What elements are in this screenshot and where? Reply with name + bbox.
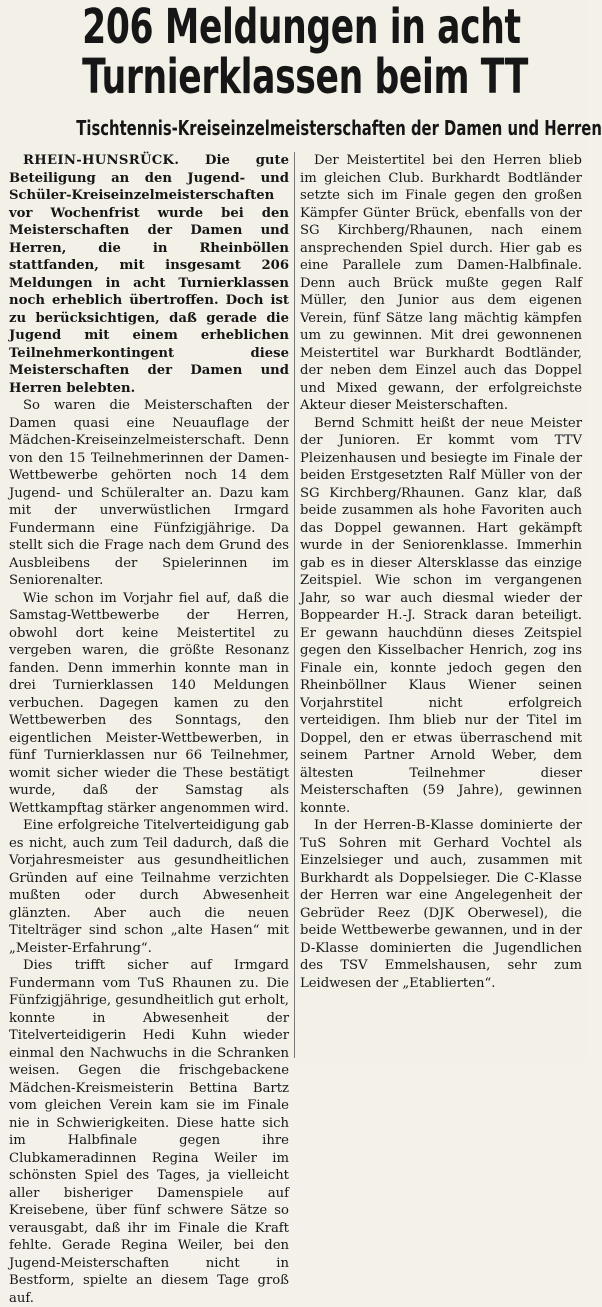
- paragraph: In der Herren-B-Klasse dominierte der TuS Sohren mit Gerhard Vochtel als Einzelsieger und auch, zusammen mit Burkhardt als Doppelsieger. Die C-Klasse der Herren war eine Angelegenheit der Gebrüder Reez (DJK Oberwesel), die beide Wettbewerbe gewannen, und in der D-Klasse dominierten die Jugendlichen des TSV Emmelshausen, sehr zum Leidwesen der „Etablierten“.: [300, 818, 582, 991]
- paragraph: Dies trifft sicher auf Irmgard Fundermann vom TuS Rhaunen zu. Die Fünfzigjährige, gesundheitlich gut erholt, konnte in Abwesenheit der Titelverteidigerin Hedi Kuhn wieder einmal den Nachwuchs in die Schranken weisen. Gegen die frischgebackene Mädchen-Kreismeisterin Bettina Bartz vom gleichen Verein kam sie im Finale nie in Schwierigkeiten. Diese hatte sich im Halbfinale gegen ihre Clubkameradinnen Regina Weiler im schönsten Spiel des Tages, ja vielleicht aller bisheriger Damenspiele auf Kreisebene, über fünf schwere Sätze so verausgabt, daß ihr im Finale die Kraft fehlte. Gerade Regina Weiler, bei den Jugend-Meisterschaften nicht in Bestform, spielte an diesem Tage groß auf.: [9, 958, 289, 1306]
- subheadline: Tischtennis-Kreiseinzelmeisterschaften der Damen und Herren: [76, 116, 602, 140]
- paragraph: Der Meistertitel bei den Herren blieb im gleichen Club. Burkhardt Bodtländer setzte sich im Finale gegen den großen Kämpfer Günter Brück, ebenfalls von der SG Kirchberg/Rhaunen, nach einem ansprechenden Spiel durch. Hier gab es eine Parallele zum Damen-Halbfinale. Denn auch Brück mußte gegen Ralf Müller, den Junior aus dem eigenen Verein, fünf Sätze lang mächtig kämpfen um zu gewinnen. Mit drei gewonnenen Meistertitel war Burkhardt Bodtländer, der neben dem Einzel auch das Doppel und Mixed gewann, der erfolgreichste Akteur dieser Meisterschaften.: [300, 153, 582, 413]
- paragraph: Bernd Schmitt heißt der neue Meister der Junioren. Er kommt vom TTV Pleizenhausen und besiegte im Finale der beiden Erstgesetzten Ralf Müller von der SG Kirchberg/Rhaunen. Ganz klar, daß beide zusammen als hohe Favoriten auch das Doppel gewannen. Hart gekämpft wurde in der Seniorenklasse. Immerhin gab es in dieser Altersklasse das einzige Zeitspiel. Wie schon im vergangenen Jahr, so war auch diesmal wieder der Boppearder H.-J. Strack daran beteiligt. Er gewann hauchdünn dieses Zeitspiel gegen den Kisselbacher Henrich, zog ins Finale ein, konnte jedoch gegen den Rheinböllner Klaus Wiener seinen Vorjahrstitel nicht erfolgreich verteidigen. Ihm blieb nur der Titel im Doppel, den er etwas überraschend mit seinem Partner Arnold Weber, dem ältesten Teilnehmer dieser Meisterschaften (59 Jahre), gewinnen konnte.: [300, 415, 582, 816]
- paragraph: Wie schon im Vorjahr fiel auf, daß die Samstag-Wettbewerbe der Herren, obwohl dort keine Meistertitel zu vergeben waren, die größte Resonanz fanden. Denn immerhin konnte man in drei Turnierklassen 140 Meldungen verbuchen. Dagegen kamen zu den Wettbewerben des Sonntags, den eigentlichen Meister-Wettbewerben, in fünf Turnierklassen nur 66 Teilnehmer, womit sicher wieder die These bestätigt wurde, daß der Samstag als Wettkampftag stärker angenommen wird.: [9, 590, 289, 816]
- right-column: [300, 152, 582, 1058]
- column-divider: [294, 152, 295, 1058]
- lead-paragraph: [9, 152, 289, 397]
- article-body: [0, 152, 587, 1306]
- paragraph: Eine erfolgreiche Titelverteidigung gab es nicht, auch zum Teil dadurch, daß die Vorjahresmeister aus gesundheitlichen Gründen auf eine Teilnahme verzichten mußten oder durch Abwesenheit glänzten. Aber auch die neuen Titelträger sind schon „alte Hasen“ mit „Meister-Erfahrung“.: [9, 818, 289, 956]
- left-column: [9, 152, 289, 1306]
- headline-line-1: 206 Meldungen in acht: [82, 0, 521, 55]
- paragraph: So waren die Meisterschaften der Damen quasi eine Neuauflage der Mädchen-Kreiseinzelmeisterschaft. Denn von den 15 Teilnehmerinnen der Damen-Wettbewerbe gehörten noch 14 dem Jugend- und Schüleralter an. Dazu kam mit der unverwüstlichen Irmgard Fundermann eine Fünfzigjährige. Da stellt sich die Frage nach dem Grund des Ausbleibens der Spielerinnen im Seniorenalter.: [9, 398, 289, 588]
- dateline: RHEIN-HUNSRÜCK.: [23, 153, 180, 168]
- lead-text: Die gute Beteiligung an den Jugend- und Schüler-Kreiseinzelmeisterschaften vor Wochenfrist wurde bei den Meisterschaften der Damen und Herren, die in Rheinböllen stattfanden, mit insgesamt 206 Meldungen in acht Turnierklassen noch erheblich übertroffen. Doch ist zu berücksichtigen, daß gerade die Jugend mit einem erheblichen Teilnehmerkontingent diese Meisterschaften der Damen und Herren belebten.: [9, 153, 289, 396]
- headline-line-2: Turnierklassen beim TT: [82, 49, 528, 105]
